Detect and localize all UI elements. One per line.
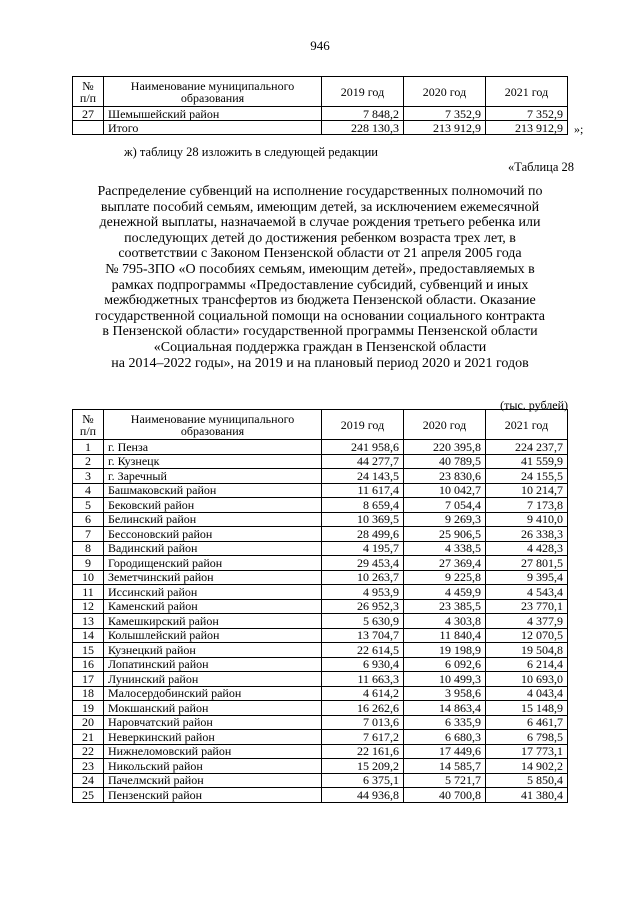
value-2019-cell: 10 263,7 bbox=[322, 570, 404, 585]
value-2021-cell: 9 410,0 bbox=[486, 512, 568, 527]
table-closing-mark: »; bbox=[574, 122, 584, 136]
municipality-name-cell: Башмаковский район bbox=[104, 483, 322, 498]
value-2020-cell: 17 449,6 bbox=[404, 744, 486, 759]
municipality-name-cell: Пензенский район bbox=[104, 788, 322, 803]
previous-table-ending bbox=[72, 76, 568, 135]
value-2020-cell: 27 369,4 bbox=[404, 556, 486, 571]
table-row bbox=[73, 628, 568, 643]
value-2021-cell: 41 559,9 bbox=[486, 454, 568, 469]
value-2021-cell: 24 155,5 bbox=[486, 469, 568, 484]
row-number-cell: 17 bbox=[73, 672, 104, 687]
value-2020-cell: 14 585,7 bbox=[404, 759, 486, 774]
table-row bbox=[73, 541, 568, 556]
value-2019-cell: 8 659,4 bbox=[322, 498, 404, 513]
value-2019-cell: 24 143,5 bbox=[322, 469, 404, 484]
row-number-cell: 13 bbox=[73, 614, 104, 629]
row-number-cell: 25 bbox=[73, 788, 104, 803]
value-2020-cell: 40 700,8 bbox=[404, 788, 486, 803]
table-row bbox=[73, 701, 568, 716]
row-number-cell: 11 bbox=[73, 585, 104, 600]
row-number-cell: 14 bbox=[73, 628, 104, 643]
value-2021-cell: 4 043,4 bbox=[486, 686, 568, 701]
row-number-cell: 22 bbox=[73, 744, 104, 759]
row-number-cell: 7 bbox=[73, 527, 104, 542]
value-2019-cell: 4 195,7 bbox=[322, 541, 404, 556]
municipality-name-cell: Шемышейский район bbox=[104, 107, 322, 121]
title-line: на 2014–2022 годы», на 2019 и на плановый период 2020 и 2021 годов bbox=[111, 355, 529, 371]
value-2020-cell: 4 338,5 bbox=[404, 541, 486, 556]
column-header-2019: 2019 год bbox=[322, 77, 404, 107]
municipality-name-cell: Бековский район bbox=[104, 498, 322, 513]
value-2020-cell: 6 335,9 bbox=[404, 715, 486, 730]
municipality-name-cell: г. Пенза bbox=[104, 440, 322, 455]
municipality-name-cell: Земетчинский район bbox=[104, 570, 322, 585]
row-number-cell: 12 bbox=[73, 599, 104, 614]
column-header-2020: 2020 год bbox=[404, 410, 486, 440]
municipality-name-cell: Лопатинский район bbox=[104, 657, 322, 672]
title-line: «Социальная поддержка граждан в Пензенской области bbox=[153, 339, 487, 355]
row-number-cell: 23 bbox=[73, 759, 104, 774]
municipality-name-cell: Нижнеломовский район bbox=[104, 744, 322, 759]
municipality-name-cell: Вадинский район bbox=[104, 541, 322, 556]
column-header-number: № п/п bbox=[73, 77, 104, 107]
municipality-name-cell: Колышлейский район bbox=[104, 628, 322, 643]
municipality-name-cell: Пачелмский район bbox=[104, 773, 322, 788]
value-2021-cell: 15 148,9 bbox=[486, 701, 568, 716]
value-2021-cell: 10 214,7 bbox=[486, 483, 568, 498]
municipality-name-cell: Малосердобинский район bbox=[104, 686, 322, 701]
value-2021-cell: 12 070,5 bbox=[486, 628, 568, 643]
value-2019-cell: 7 013,6 bbox=[322, 715, 404, 730]
value-2019-cell: 7 617,2 bbox=[322, 730, 404, 745]
title-line: Распределение субвенций на исполнение государственных полномочий по bbox=[97, 184, 543, 199]
value-2021-cell: 213 912,9 bbox=[486, 121, 568, 135]
municipality-name-cell: Лунинский район bbox=[104, 672, 322, 687]
table-row bbox=[73, 121, 568, 135]
value-2021-cell: 27 801,5 bbox=[486, 556, 568, 571]
value-2019-cell: 22 614,5 bbox=[322, 643, 404, 658]
value-2019-cell: 10 369,5 bbox=[322, 512, 404, 527]
title-line: государственной социальной помощи на основании социального контракта bbox=[95, 308, 545, 324]
table-row bbox=[73, 527, 568, 542]
value-2020-cell: 40 789,5 bbox=[404, 454, 486, 469]
row-number-cell: 24 bbox=[73, 773, 104, 788]
municipality-name-cell: г. Заречный bbox=[104, 469, 322, 484]
title-line: рамках подпрограммы «Предоставление субсидий, субвенций и иных bbox=[111, 277, 529, 293]
value-2019-cell: 16 262,6 bbox=[322, 701, 404, 716]
value-2020-cell: 6 092,6 bbox=[404, 657, 486, 672]
title-line: денежной выплаты, назначаемой в случае рождения третьего ребенка или bbox=[99, 215, 541, 231]
value-2021-cell: 26 338,3 bbox=[486, 527, 568, 542]
value-2021-cell: 4 377,9 bbox=[486, 614, 568, 629]
value-2020-cell: 11 840,4 bbox=[404, 628, 486, 643]
units-label: (тыс. рублей) bbox=[500, 398, 568, 412]
table-row bbox=[73, 686, 568, 701]
table-row bbox=[73, 744, 568, 759]
row-number-cell: 20 bbox=[73, 715, 104, 730]
value-2020-cell: 10 042,7 bbox=[404, 483, 486, 498]
municipality-name-cell: Мокшанский район bbox=[104, 701, 322, 716]
value-2021-cell: 41 380,4 bbox=[486, 788, 568, 803]
value-2019-cell: 13 704,7 bbox=[322, 628, 404, 643]
table-row bbox=[73, 599, 568, 614]
value-2020-cell: 14 863,4 bbox=[404, 701, 486, 716]
table-row bbox=[73, 570, 568, 585]
value-2020-cell: 4 303,8 bbox=[404, 614, 486, 629]
municipality-name-cell: Наровчатский район bbox=[104, 715, 322, 730]
value-2020-cell: 4 459,9 bbox=[404, 585, 486, 600]
value-2020-cell: 7 054,4 bbox=[404, 498, 486, 513]
municipality-name-cell: Каменский район bbox=[104, 599, 322, 614]
row-number-cell: 1 bbox=[73, 440, 104, 455]
table-row bbox=[73, 498, 568, 513]
title-line: выплате пособий семьям, имеющим детей, за исключением ежемесячной bbox=[100, 199, 540, 215]
table-row bbox=[73, 107, 568, 121]
row-number-cell: 19 bbox=[73, 701, 104, 716]
value-2021-cell: 6 214,4 bbox=[486, 657, 568, 672]
municipality-name-cell: Итого bbox=[104, 121, 322, 135]
value-2021-cell: 17 773,1 bbox=[486, 744, 568, 759]
title-line: межбюджетных трансфертов из бюджета Пензенской области. Оказание bbox=[104, 293, 536, 309]
value-2020-cell: 5 721,7 bbox=[404, 773, 486, 788]
column-header-number: № п/п bbox=[73, 410, 104, 440]
value-2020-cell: 220 395,8 bbox=[404, 440, 486, 455]
value-2021-cell: 5 850,4 bbox=[486, 773, 568, 788]
value-2021-cell: 6 461,7 bbox=[486, 715, 568, 730]
table-row bbox=[73, 715, 568, 730]
row-number-cell: 6 bbox=[73, 512, 104, 527]
value-2021-cell: 7 352,9 bbox=[486, 107, 568, 121]
table-row bbox=[73, 469, 568, 484]
amendment-instruction: ж) таблицу 28 изложить в следующей редакции bbox=[124, 145, 378, 159]
value-2020-cell: 9 269,3 bbox=[404, 512, 486, 527]
value-2021-cell: 7 173,8 bbox=[486, 498, 568, 513]
subvention-table-body bbox=[73, 440, 568, 803]
value-2019-cell: 228 130,3 bbox=[322, 121, 404, 135]
table-row bbox=[73, 773, 568, 788]
table-row bbox=[73, 730, 568, 745]
value-2021-cell: 19 504,8 bbox=[486, 643, 568, 658]
title-line: в Пензенской области» государственной программы Пензенской области bbox=[102, 324, 538, 340]
table-row bbox=[73, 643, 568, 658]
value-2019-cell: 26 952,3 bbox=[322, 599, 404, 614]
row-number-cell: 8 bbox=[73, 541, 104, 556]
municipality-name-cell: Камешкирский район bbox=[104, 614, 322, 629]
table-title bbox=[66, 184, 574, 371]
value-2019-cell: 5 630,9 bbox=[322, 614, 404, 629]
value-2021-cell: 9 395,4 bbox=[486, 570, 568, 585]
value-2019-cell: 11 663,3 bbox=[322, 672, 404, 687]
row-number-cell: 9 bbox=[73, 556, 104, 571]
table-row bbox=[73, 512, 568, 527]
column-header-2019: 2019 год bbox=[322, 410, 404, 440]
table-row bbox=[73, 788, 568, 803]
municipality-name-cell: Иссинский район bbox=[104, 585, 322, 600]
column-header-name: Наименование муниципального образования bbox=[104, 77, 322, 107]
value-2019-cell: 29 453,4 bbox=[322, 556, 404, 571]
value-2021-cell: 224 237,7 bbox=[486, 440, 568, 455]
title-line: последующих детей до достижения ребенком возраста трех лет, в bbox=[124, 230, 516, 246]
value-2019-cell: 6 930,4 bbox=[322, 657, 404, 672]
subvention-table bbox=[72, 409, 568, 803]
column-header-name: Наименование муниципального образования bbox=[104, 410, 322, 440]
value-2021-cell: 23 770,1 bbox=[486, 599, 568, 614]
table-row bbox=[73, 759, 568, 774]
table-row bbox=[73, 440, 568, 455]
table-header-row bbox=[73, 410, 568, 440]
previous-table-body bbox=[73, 107, 568, 135]
value-2020-cell: 10 499,3 bbox=[404, 672, 486, 687]
table-label: «Таблица 28 bbox=[508, 160, 574, 174]
value-2021-cell: 4 428,3 bbox=[486, 541, 568, 556]
municipality-name-cell: Никольский район bbox=[104, 759, 322, 774]
municipality-name-cell: Бессоновский район bbox=[104, 527, 322, 542]
page-number: 946 bbox=[310, 38, 330, 53]
table-header-row bbox=[73, 77, 568, 107]
column-header-2021: 2021 год bbox=[486, 77, 568, 107]
title-line: № 795-ЗПО «О пособиях семьям, имеющим детей», предоставляемых в bbox=[105, 261, 535, 277]
table-row bbox=[73, 672, 568, 687]
municipality-name-cell: Белинский район bbox=[104, 512, 322, 527]
row-number-cell: 3 bbox=[73, 469, 104, 484]
value-2020-cell: 23 385,5 bbox=[404, 599, 486, 614]
value-2019-cell: 241 958,6 bbox=[322, 440, 404, 455]
municipality-name-cell: Кузнецкий район bbox=[104, 643, 322, 658]
municipality-name-cell: Городищенский район bbox=[104, 556, 322, 571]
row-number-cell: 21 bbox=[73, 730, 104, 745]
value-2021-cell: 10 693,0 bbox=[486, 672, 568, 687]
value-2019-cell: 44 277,7 bbox=[322, 454, 404, 469]
value-2019-cell: 6 375,1 bbox=[322, 773, 404, 788]
value-2019-cell: 44 936,8 bbox=[322, 788, 404, 803]
value-2020-cell: 3 958,6 bbox=[404, 686, 486, 701]
row-number-cell: 5 bbox=[73, 498, 104, 513]
table-row bbox=[73, 614, 568, 629]
value-2019-cell: 22 161,6 bbox=[322, 744, 404, 759]
title-line: соответствии с Законом Пензенской области от 21 апреля 2005 года bbox=[118, 246, 522, 262]
municipality-name-cell: г. Кузнецк bbox=[104, 454, 322, 469]
column-header-2020: 2020 год bbox=[404, 77, 486, 107]
value-2019-cell: 4 614,2 bbox=[322, 686, 404, 701]
value-2019-cell: 7 848,2 bbox=[322, 107, 404, 121]
value-2019-cell: 15 209,2 bbox=[322, 759, 404, 774]
row-number-cell: 15 bbox=[73, 643, 104, 658]
column-header-2021: 2021 год bbox=[486, 410, 568, 440]
value-2020-cell: 19 198,9 bbox=[404, 643, 486, 658]
value-2020-cell: 9 225,8 bbox=[404, 570, 486, 585]
value-2019-cell: 28 499,6 bbox=[322, 527, 404, 542]
table-row bbox=[73, 483, 568, 498]
value-2021-cell: 4 543,4 bbox=[486, 585, 568, 600]
value-2020-cell: 6 680,3 bbox=[404, 730, 486, 745]
row-number-cell: 2 bbox=[73, 454, 104, 469]
value-2020-cell: 25 906,5 bbox=[404, 527, 486, 542]
row-number-cell: 10 bbox=[73, 570, 104, 585]
row-number-cell: 16 bbox=[73, 657, 104, 672]
value-2020-cell: 23 830,6 bbox=[404, 469, 486, 484]
value-2019-cell: 11 617,4 bbox=[322, 483, 404, 498]
table-row bbox=[73, 585, 568, 600]
municipality-name-cell: Неверкинский район bbox=[104, 730, 322, 745]
value-2021-cell: 6 798,5 bbox=[486, 730, 568, 745]
value-2021-cell: 14 902,2 bbox=[486, 759, 568, 774]
row-number-cell: 4 bbox=[73, 483, 104, 498]
table-row bbox=[73, 556, 568, 571]
value-2020-cell: 213 912,9 bbox=[404, 121, 486, 135]
value-2020-cell: 7 352,9 bbox=[404, 107, 486, 121]
table-row bbox=[73, 657, 568, 672]
value-2019-cell: 4 953,9 bbox=[322, 585, 404, 600]
table-row bbox=[73, 454, 568, 469]
row-number-cell: 27 bbox=[73, 107, 104, 121]
row-number-cell: 18 bbox=[73, 686, 104, 701]
row-number-cell bbox=[73, 121, 104, 135]
